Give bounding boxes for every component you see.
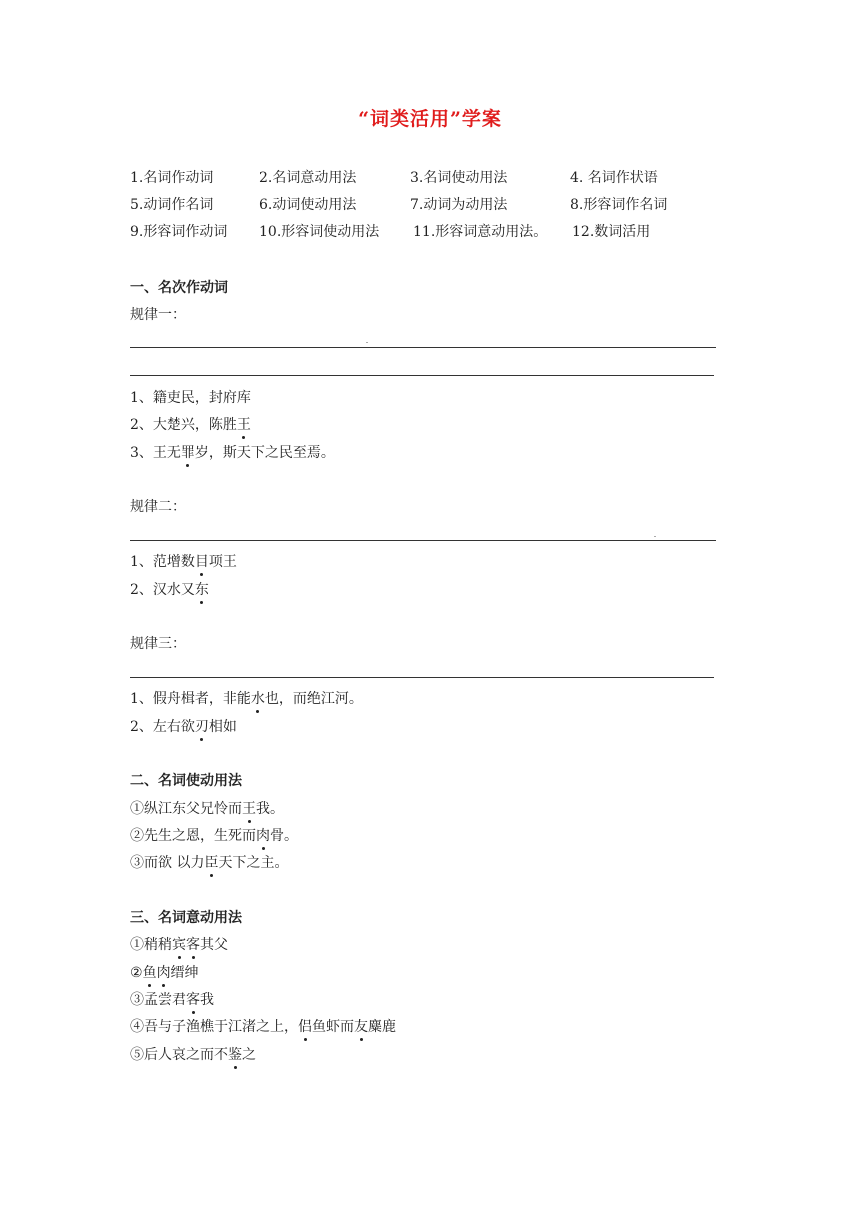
text-segment: 3、王无 bbox=[130, 445, 181, 461]
toc-item: 9.形容词作动词 bbox=[130, 224, 228, 240]
text-segment: ③而欲 以力 bbox=[130, 855, 205, 871]
toc-item: 7.动词为动用法 bbox=[410, 197, 508, 213]
toc-item: 2.名词意动用法 bbox=[259, 170, 357, 186]
emphasis-char: 刃 bbox=[195, 716, 209, 736]
toc-item: 8.形容词作名词 bbox=[570, 197, 668, 213]
text-segment: 2、汉水又 bbox=[130, 582, 195, 598]
text-segment: ②先生之恩，生死而 bbox=[130, 828, 256, 844]
rule-label: 规律一： bbox=[130, 307, 186, 323]
rule-label: 规律三： bbox=[130, 636, 186, 652]
example-line bbox=[130, 934, 228, 954]
blank-line bbox=[130, 540, 716, 541]
emphasis-char: 肉 bbox=[157, 962, 171, 982]
example-line bbox=[130, 825, 298, 845]
toc-item: 4. 名词作状语 bbox=[570, 170, 658, 186]
emphasis-char: 水 bbox=[251, 688, 265, 708]
emphasis-char: 宾 bbox=[172, 934, 186, 954]
blank-line bbox=[130, 375, 714, 376]
emphasis-char: 客 bbox=[186, 934, 200, 954]
page-title: “词类活用”学案 bbox=[358, 108, 502, 130]
section-heading: 二、名词使动用法 bbox=[130, 773, 242, 789]
blank-line bbox=[130, 347, 716, 348]
example-line bbox=[130, 688, 363, 708]
text-segment: 2、大楚兴，陈胜 bbox=[130, 417, 237, 433]
text-segment: 1、假舟楫者，非能 bbox=[130, 691, 251, 707]
text-segment: ② bbox=[130, 965, 143, 981]
text-segment: ①纵江东父兄怜而 bbox=[130, 801, 242, 817]
example-line bbox=[130, 1016, 396, 1036]
text-segment: 麋鹿 bbox=[368, 1019, 396, 1035]
text-segment: 我。 bbox=[256, 801, 284, 817]
blank-line bbox=[130, 677, 714, 678]
text-segment: 2、左右欲 bbox=[130, 719, 195, 735]
example-line bbox=[130, 989, 214, 1009]
example-line bbox=[130, 579, 209, 599]
text-segment: 缙绅 bbox=[170, 965, 199, 981]
emphasis-char: 王 bbox=[242, 798, 256, 818]
toc-item: 3.名词使动用法 bbox=[410, 170, 508, 186]
speck bbox=[654, 536, 656, 537]
toc-item: 1.名词作动词 bbox=[130, 170, 214, 186]
text-segment: 岁，斯天下之民至焉。 bbox=[194, 445, 335, 461]
emphasis-char: 鱼 bbox=[143, 962, 157, 982]
toc-item: 5.动词作名词 bbox=[130, 197, 214, 213]
text-segment: 天下之主。 bbox=[218, 855, 289, 871]
emphasis-char: 罪 bbox=[181, 442, 195, 462]
example-line bbox=[130, 387, 251, 407]
example-line bbox=[130, 1044, 256, 1064]
text-segment: 其父 bbox=[200, 937, 228, 953]
emphasis-char: 侣 bbox=[298, 1016, 312, 1036]
text-segment: 骨。 bbox=[270, 828, 298, 844]
text-segment: 项王 bbox=[208, 554, 237, 570]
example-line bbox=[130, 551, 237, 571]
emphasis-char: 友 bbox=[354, 1016, 368, 1036]
example-line bbox=[130, 414, 251, 434]
text-segment: 鱼虾而 bbox=[312, 1019, 354, 1035]
section-heading: 三、名词意动用法 bbox=[130, 910, 242, 926]
rule-label: 规律二： bbox=[130, 499, 186, 515]
emphasis-char: 目 bbox=[195, 551, 209, 571]
speck bbox=[366, 342, 368, 343]
text-segment: 我 bbox=[200, 992, 214, 1008]
text-segment: ①稍稍 bbox=[130, 937, 172, 953]
text-segment: ⑤后人哀之而不 bbox=[130, 1047, 228, 1063]
example-line bbox=[130, 798, 284, 818]
emphasis-char: 臣 bbox=[204, 852, 218, 872]
toc-item: 10.形容词使动用法 bbox=[259, 224, 380, 240]
example-line bbox=[130, 716, 237, 736]
example-line bbox=[130, 852, 288, 872]
text-segment: 1、籍吏民，封府库 bbox=[130, 390, 251, 406]
toc-item: 6.动词使动用法 bbox=[259, 197, 357, 213]
text-segment: ③孟尝君 bbox=[130, 992, 186, 1008]
example-line bbox=[130, 442, 335, 462]
emphasis-char: 鉴 bbox=[228, 1044, 242, 1064]
text-segment: 1、范增数 bbox=[130, 554, 195, 570]
toc-item: 11.形容词意动用法。 bbox=[413, 224, 548, 240]
emphasis-char: 东 bbox=[195, 579, 209, 599]
text-segment: ④吾与子渔樵于江渚之上， bbox=[130, 1019, 298, 1035]
example-line bbox=[130, 962, 199, 982]
emphasis-char: 客 bbox=[186, 989, 200, 1009]
section-heading: 一、名次作动词 bbox=[130, 280, 228, 296]
toc-item: 12.数词活用 bbox=[572, 224, 651, 240]
text-segment: 之 bbox=[242, 1047, 256, 1063]
emphasis-char: 王 bbox=[237, 414, 251, 434]
emphasis-char: 肉 bbox=[256, 825, 270, 845]
text-segment: 也，而绝江河。 bbox=[264, 691, 363, 707]
text-segment: 相如 bbox=[208, 719, 237, 735]
